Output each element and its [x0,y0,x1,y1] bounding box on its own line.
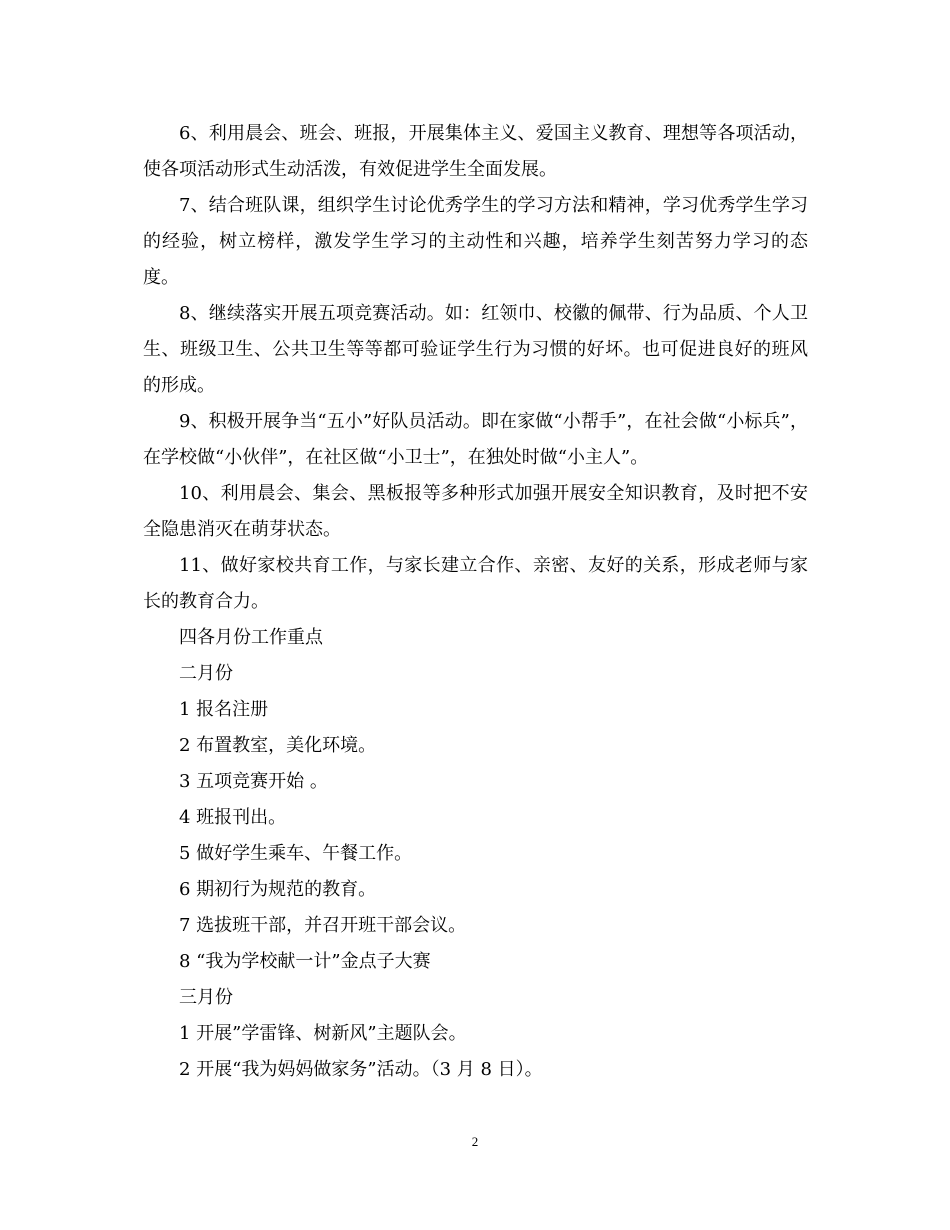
paragraph-8: 8、继续落实开展五项竞赛活动。如：红领巾、校徽的佩带、行为品质、个人卫生、班级卫生、公共卫生等等都可验证学生行为习惯的好坏。也可促进良好的班风的形成。 [143,303,808,396]
list-item: 2 开展“我为妈妈做家务”活动。（3 月 8 日）。 [179,1059,543,1080]
list-item: 5 做好学生乘车、午餐工作。 [179,843,413,864]
list-item: 3 五项竞赛开始 。 [179,771,328,792]
paragraph-10: 10、利用晨会、集会、黑板报等多种形式加强开展安全知识教育，及时把不安全隐患消灭在萌芽状态。 [143,483,808,540]
list-item: 1 开展”学雷锋、树新风”主题队会。 [179,1023,467,1044]
list-item: 4 班报刊出。 [179,807,287,828]
page-number: 2 [471,1134,479,1149]
paragraph-9: 9、积极开展争当“五小”好队员活动。即在家做“小帮手”，在社会做“小标兵”，在学校做“小伙伴”，在社区做“小卫士”，在独处时做“小主人”。 [143,411,808,468]
february-heading: 二月份 [179,663,233,684]
list-item: 6 期初行为规范的教育。 [179,879,377,900]
list-item: 2 布置教室，美化环境。 [179,735,377,756]
section-heading: 四各月份工作重点 [179,627,323,648]
list-item: 7 选拔班干部，并召开班干部会议。 [179,915,467,936]
paragraph-11: 11、做好家校共育工作，与家长建立合作、亲密、友好的关系，形成老师与家长的教育合力。 [143,555,808,612]
list-item: 8 “我为学校献一计”金点子大赛 [179,951,431,972]
paragraph-6: 6、利用晨会、班会、班报，开展集体主义、爱国主义教育、理想等各项活动，使各项活动形式生动活泼，有效促进学生全面发展。 [143,123,808,180]
list-item: 1 报名注册 [179,699,269,720]
document-page [143,116,808,1088]
paragraph-7: 7、结合班队课，组织学生讨论优秀学生的学习方法和精神，学习优秀学生学习的经验，树立榜样，激发学生学习的主动性和兴趣，培养学生刻苦努力学习的态度。 [143,195,808,288]
march-heading: 三月份 [179,987,233,1008]
